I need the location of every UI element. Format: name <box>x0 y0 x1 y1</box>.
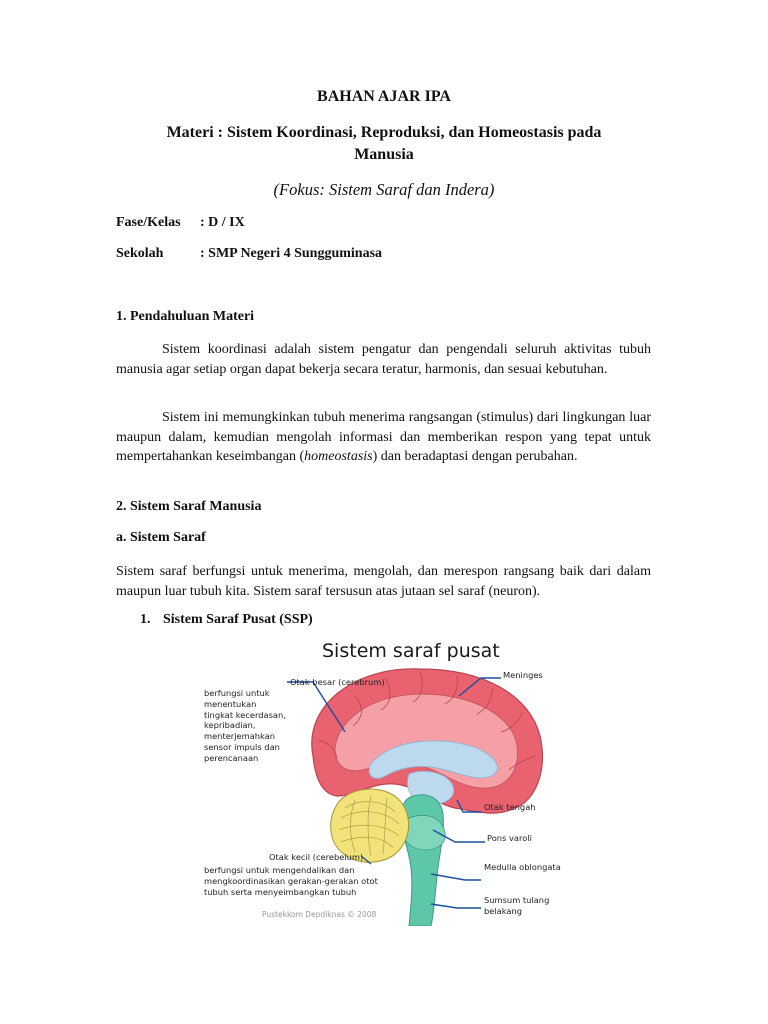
desc-line: perencanaan <box>204 752 259 763</box>
document-title: BAHAN AJAR IPA <box>317 88 451 105</box>
label-otak-tengah: Otak tengah <box>484 802 536 812</box>
label-sumsum <box>484 895 549 916</box>
meta-value: : SMP Negeri 4 Sungguminasa <box>200 246 383 261</box>
subtitle-line-1: Materi : Sistem Koordinasi, Reproduksi, dan Homeostasis pada <box>166 124 602 141</box>
desc-line: sensor impuls dan <box>204 741 280 752</box>
meta-key: Sekolah <box>116 246 164 261</box>
desc-line: kepribadian, <box>204 720 256 731</box>
section-2-subheading: a. Sistem Saraf <box>116 530 206 545</box>
desc-line: mengkoordinasikan gerakan-gerakan otot <box>204 875 378 886</box>
desc-line: tingkat kecerdasan, <box>204 709 286 720</box>
section-2-heading: 2. Sistem Saraf Manusia <box>116 499 262 514</box>
meta-value: : D / IX <box>200 215 245 230</box>
subtitle-line-2: Manusia <box>354 146 414 163</box>
label-cerebrum-description <box>204 688 286 764</box>
document-subtitle <box>130 122 638 166</box>
label-cerebrum: Otak besar (cerebrum) <box>290 677 385 687</box>
sumsum-line: Sumsum tulang <box>484 895 550 905</box>
p2-text-2: ) dan beradaptasi dengan perubahan. <box>372 449 578 464</box>
sumsum-line: belakang <box>484 905 523 916</box>
meta-key: Fase/Kelas <box>116 215 181 230</box>
focus-line: (Fokus: Sistem Saraf dan Indera) <box>273 180 495 199</box>
label-medulla: Medulla oblongata <box>484 862 561 872</box>
section-1-paragraph-2 <box>116 408 651 467</box>
desc-line: menterjemahkan <box>204 731 276 742</box>
item-label: Sistem Saraf Pusat (SSP) <box>163 612 313 627</box>
p2-text-1: Sistem ini memungkinkan tubuh menerima rangsangan (stimulus) dari lingkungan luar maupun dalam, kemudian mengolah informasi dan memberikan respon yang tepat untuk mempertahankan keseimbangan ( <box>116 410 651 464</box>
meta-grade <box>116 215 245 231</box>
desc-line: menentukan <box>204 698 257 709</box>
section-1-paragraph-1: Sistem koordinasi adalah sistem pengatur dan pengendali seluruh aktivitas tubuh manusia agar setiap organ dapat bekerja secara teratur, harmonis, dan sesuai kebutuhan. <box>116 342 651 377</box>
label-meninges: Meninges <box>503 670 543 680</box>
desc-line: berfungsi untuk mengendalikan dan <box>204 865 355 875</box>
p2-italic-term: homeostasis <box>304 449 373 464</box>
desc-line: berfungsi untuk <box>204 688 270 698</box>
label-pons: Pons varoli <box>487 833 532 843</box>
label-cerebellum: Otak kecil (cerebelum) <box>269 852 364 862</box>
figure-title: Sistem saraf pusat <box>322 640 500 662</box>
figure-credit: Pustekkom Depdiknas © 2008 <box>262 910 377 919</box>
label-cerebellum-description <box>204 865 378 897</box>
section-2-paragraph: Sistem saraf berfungsi untuk menerima, mengolah, dan merespon rangsang baik dari dalam maupun luar tubuh kita. Sistem saraf tersusun atas jutaan sel saraf (neuron). <box>116 564 651 599</box>
item-number: 1. <box>140 612 151 627</box>
desc-line: tubuh serta menyeimbangkan tubuh <box>204 886 357 897</box>
numbered-item-ssp <box>140 612 313 628</box>
section-1-heading: 1. Pendahuluan Materi <box>116 309 255 324</box>
meta-school <box>116 246 382 262</box>
